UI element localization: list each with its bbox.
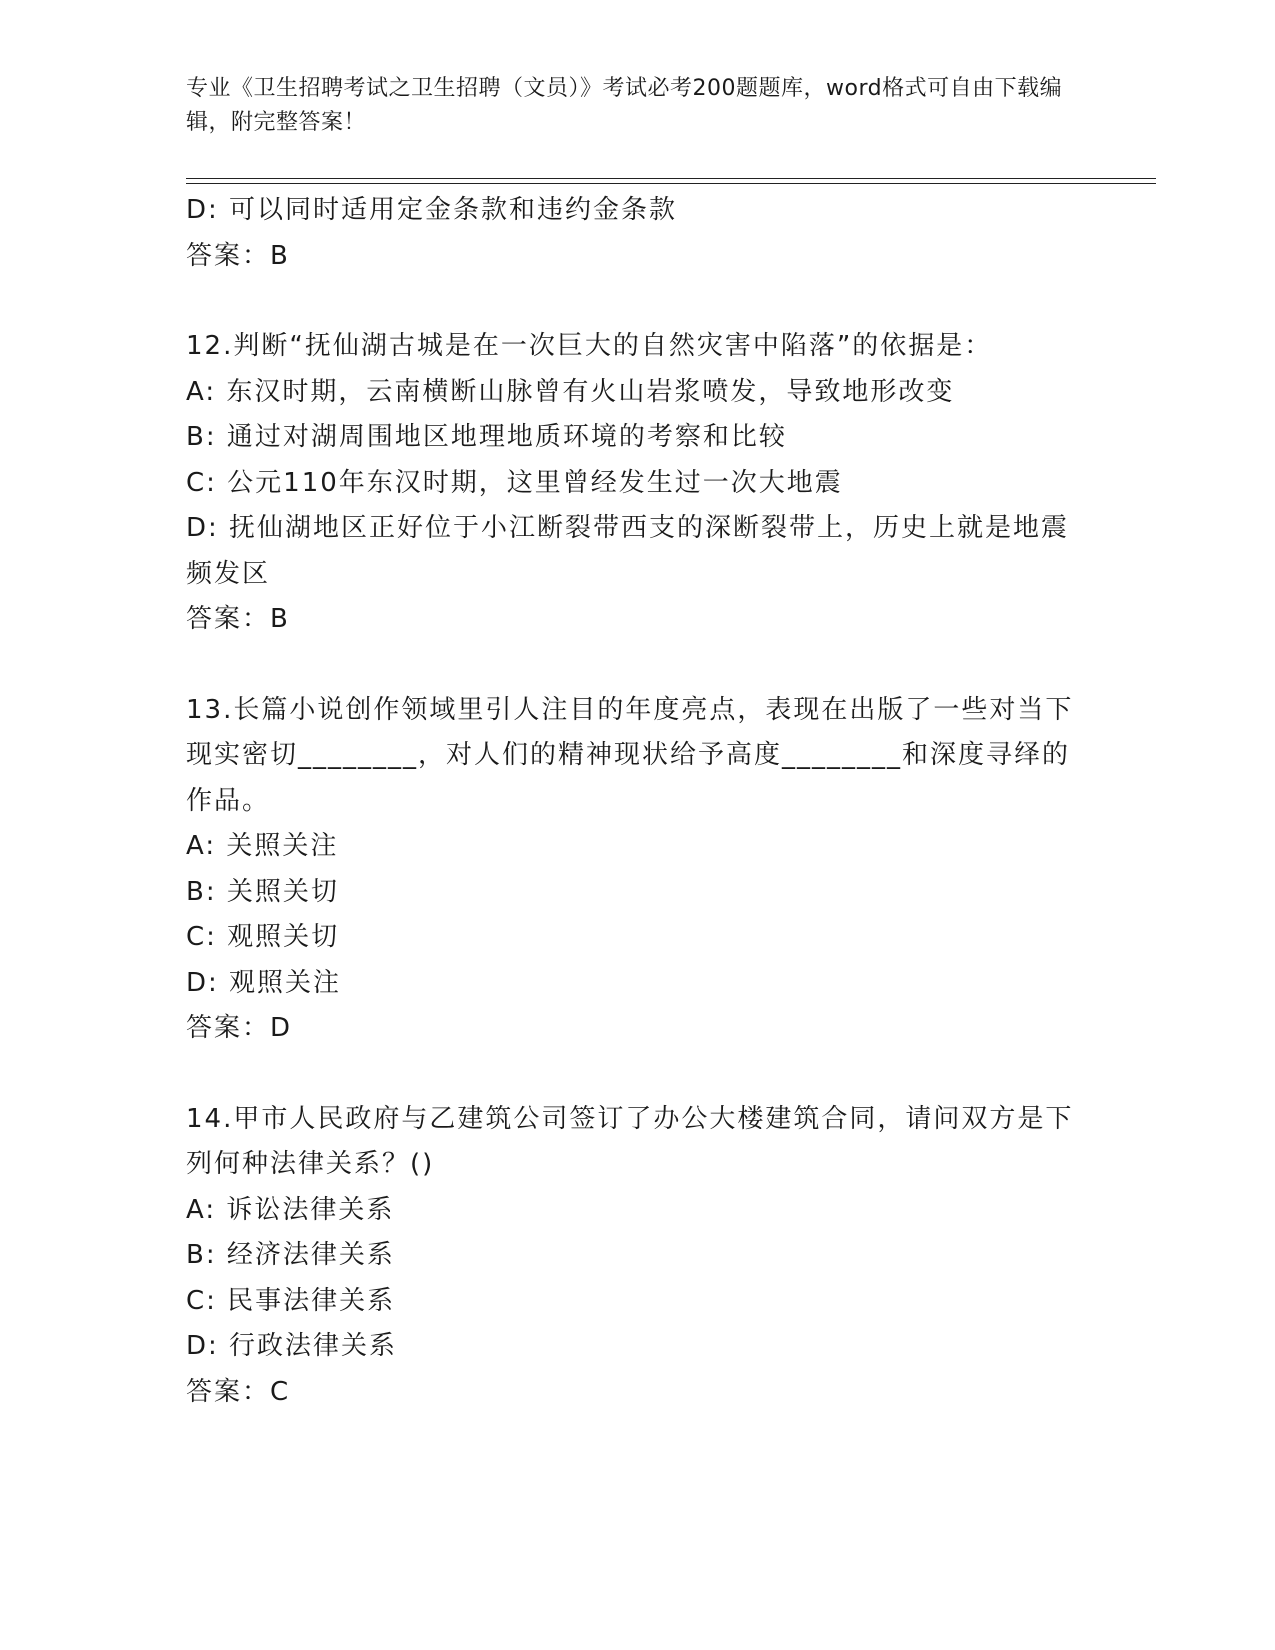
header-divider-top [186, 178, 1156, 179]
answer-line: 答案：B [186, 240, 290, 271]
option-a: A: 东汉时期，云南横断山脉曾有火山岩浆喷发，导致地形改变 [186, 376, 955, 407]
option-a: A: 诉讼法律关系 [186, 1194, 395, 1225]
question-12 [186, 324, 1086, 643]
option-d: D: 抚仙湖地区正好位于小江断裂带西支的深断裂带上，历史上就是地震频发区 [186, 513, 1070, 589]
option-c: C: 观照关切 [186, 922, 340, 952]
answer-line: 答案：C [186, 1376, 291, 1407]
document-header: 专业《卫生招聘考试之卫生招聘（文员）》考试必考200题题库，word格式可自由下载编辑，附完整答案！ [186, 76, 1063, 135]
option-d: D: 观照关注 [186, 967, 342, 998]
option-b: B: 关照关切 [186, 876, 339, 907]
question-14 [186, 1097, 1086, 1416]
option-a: A: 关照关注 [186, 831, 339, 861]
option-c: C: 公元110年东汉时期，这里曾经发生过一次大地震 [186, 467, 843, 498]
question-stem: 13.长篇小说创作领域里引人注目的年度亮点，表现在出版了一些对当下现实密切________，对人们的精神现状给予高度________和深度寻绎的作品。 [186, 694, 1074, 816]
answer-line: 答案：B [186, 604, 290, 634]
question-stem: 12.判断“抚仙湖古城是在一次巨大的自然灾害中陷落”的依据是： [186, 331, 993, 361]
question-stem: 14.甲市人民政府与乙建筑公司签订了办公大楼建筑合同，请问双方是下列何种法律关系？() [186, 1103, 1074, 1179]
question-13 [186, 688, 1086, 1052]
option-d: D: 可以同时适用定金条款和违约金条款 [186, 195, 678, 225]
option-c: C: 民事法律关系 [186, 1285, 396, 1316]
question-content [186, 188, 1086, 1415]
header-divider-bottom [186, 183, 1156, 184]
carryover-block [186, 188, 1086, 279]
option-d: D: 行政法律关系 [186, 1331, 398, 1361]
answer-line: 答案：D [186, 1013, 293, 1043]
option-b: B: 经济法律关系 [186, 1240, 395, 1270]
option-b: B: 通过对湖周围地区地理地质环境的考察和比较 [186, 422, 787, 452]
